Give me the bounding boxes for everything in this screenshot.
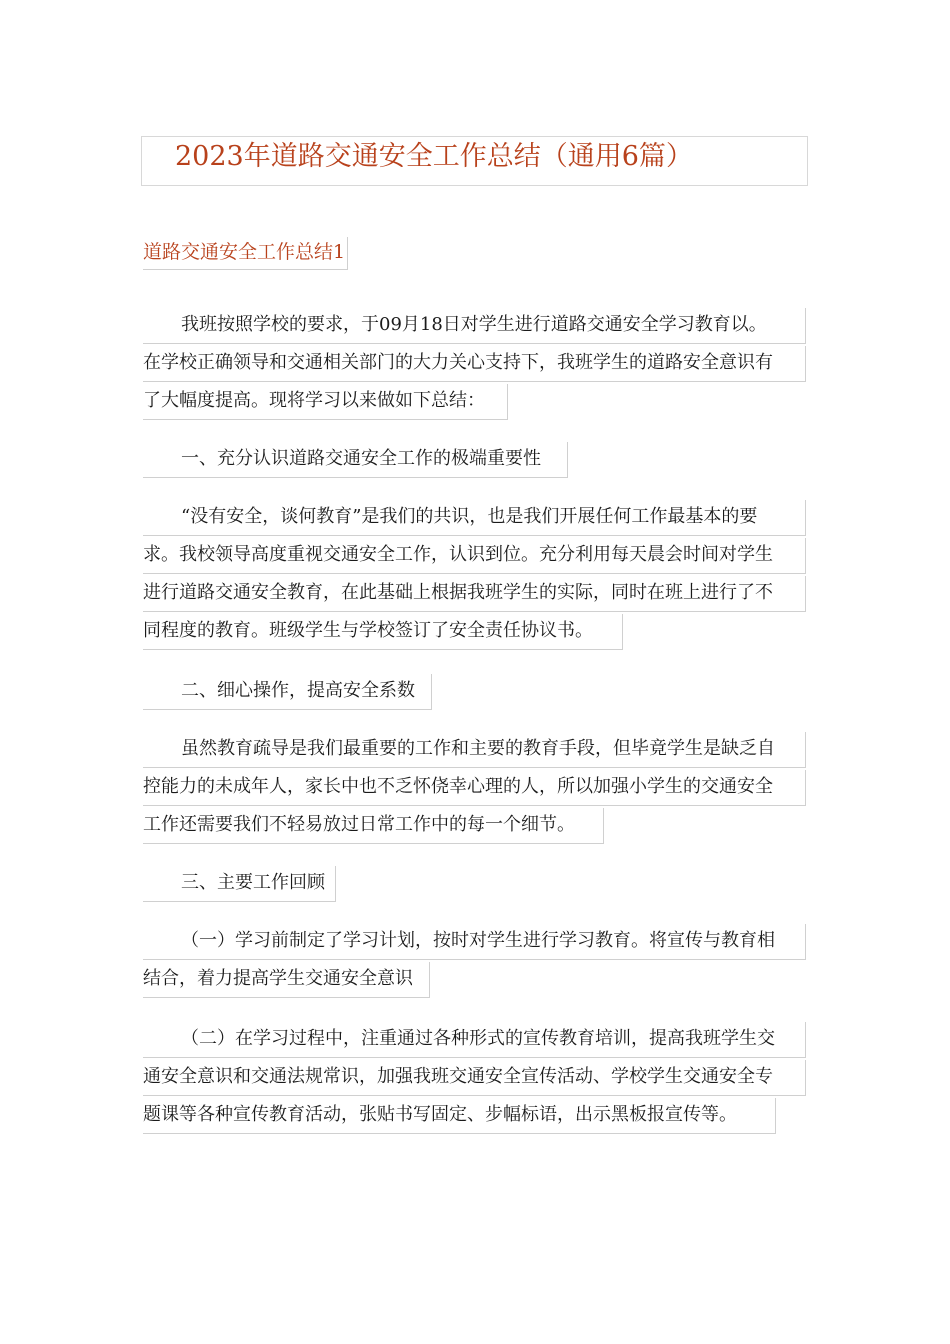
paragraph-line: 在学校正确领导和交通相关部门的大力关心支持下，我班学生的道路安全意识有 <box>143 346 806 382</box>
paragraph-line: 了大幅度提高。现将学习以来做如下总结： <box>143 384 508 420</box>
title-box <box>141 136 808 186</box>
section-title: 一、充分认识道路交通安全工作的极端重要性 <box>143 442 568 478</box>
paragraph-line: 求。我校领导高度重视交通安全工作，认识到位。充分利用每天晨会时间对学生 <box>143 538 806 574</box>
paragraph-line: 题课等各种宣传教育活动，张贴书写固定、步幅标语，出示黑板报宣传等。 <box>143 1098 776 1134</box>
paragraph-line: 同程度的教育。班级学生与学校签订了安全责任协议书。 <box>143 614 623 650</box>
paragraph-line: “没有安全，谈何教育”是我们的共识，也是我们开展任何工作最基本的要 <box>143 500 806 536</box>
paragraph-line: （一）学习前制定了学习计划，按时对学生进行学习教育。将宣传与教育相 <box>143 924 806 960</box>
section-heading: 道路交通安全工作总结1 <box>143 237 348 270</box>
paragraph-line: 通安全意识和交通法规常识，加强我班交通安全宣传活动、学校学生交通安全专 <box>143 1060 806 1096</box>
paragraph-line: 工作还需要我们不轻易放过日常工作中的每一个细节。 <box>143 808 604 844</box>
paragraph-line: （二）在学习过程中，注重通过各种形式的宣传教育培训，提高我班学生交 <box>143 1022 806 1058</box>
paragraph-line: 控能力的未成年人，家长中也不乏怀侥幸心理的人，所以加强小学生的交通安全 <box>143 770 806 806</box>
paragraph-line: 虽然教育疏导是我们最重要的工作和主要的教育手段，但毕竟学生是缺乏自 <box>143 732 806 768</box>
paragraph-line: 结合，着力提高学生交通安全意识 <box>143 962 430 998</box>
section-title: 二、细心操作，提高安全系数 <box>143 674 432 710</box>
paragraph-line: 我班按照学校的要求，于09月18日对学生进行道路交通安全学习教育以。 <box>143 308 806 344</box>
section-title: 三、主要工作回顾 <box>143 866 336 902</box>
document-title: 2023年道路交通安全工作总结（通用6篇） <box>175 141 693 172</box>
paragraph-line: 进行道路交通安全教育，在此基础上根据我班学生的实际，同时在班上进行了不 <box>143 576 806 612</box>
